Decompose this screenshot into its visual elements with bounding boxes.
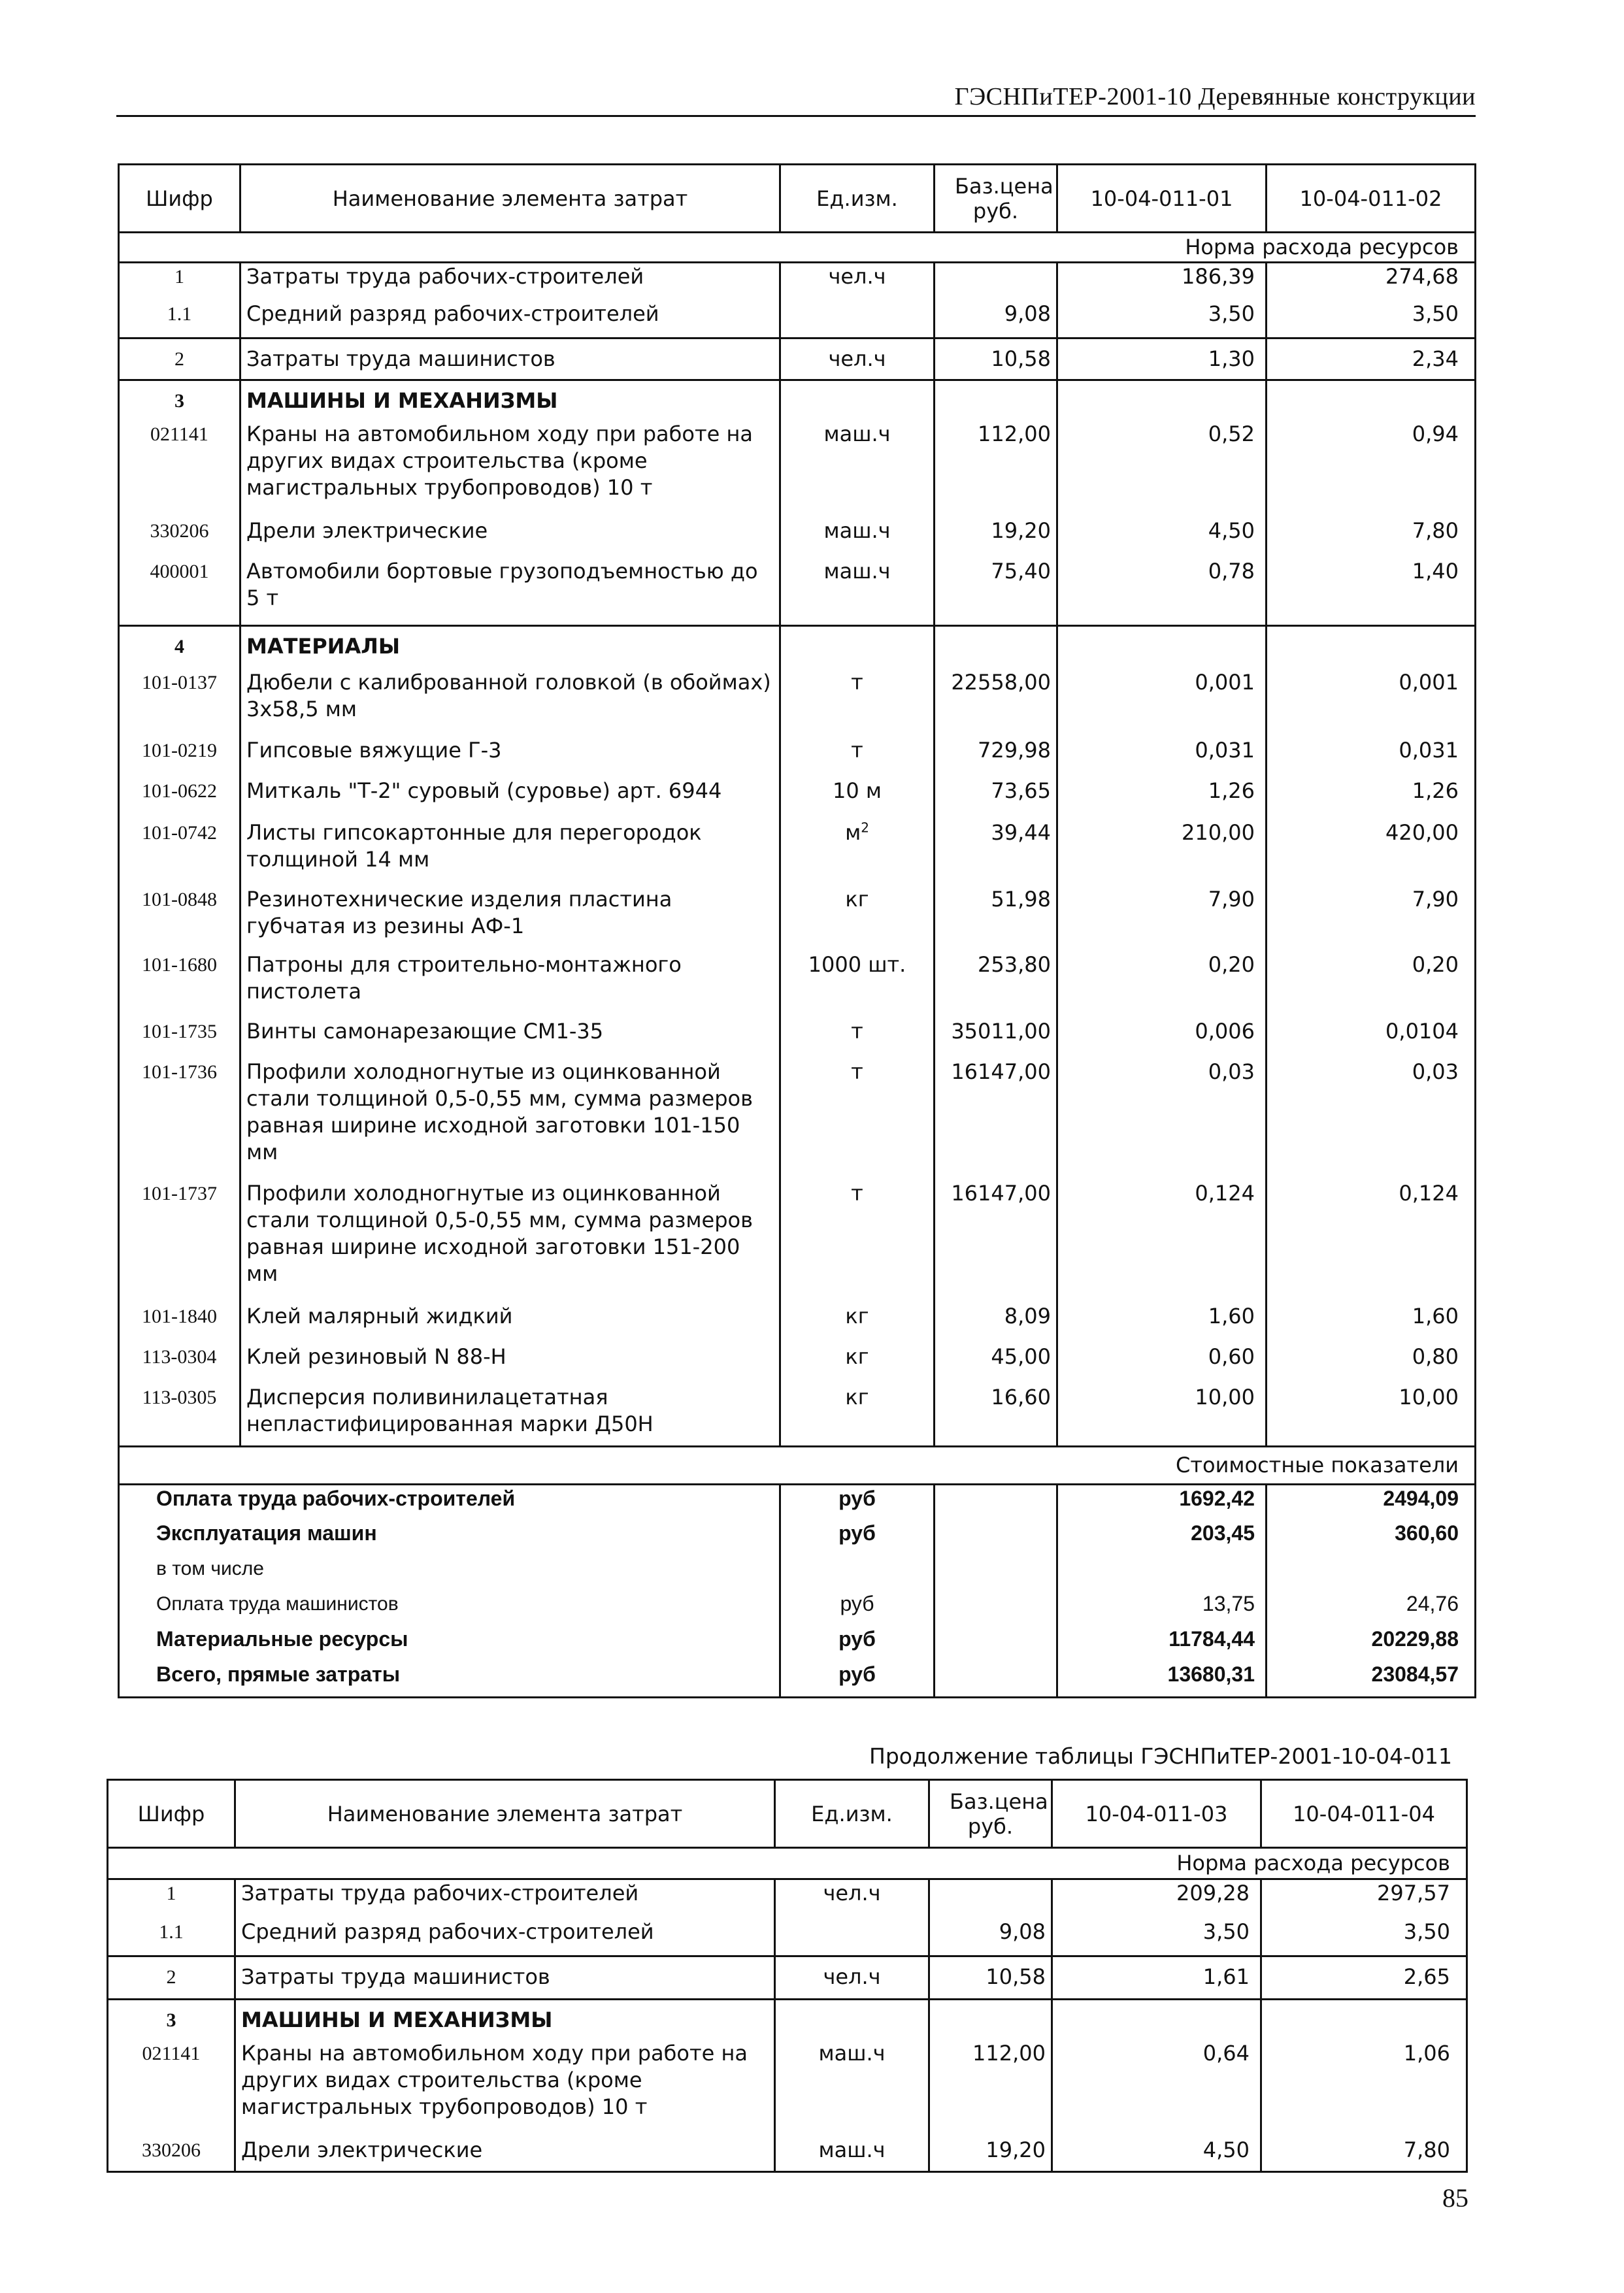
table-row: 101-1840 Клей малярный жидкий кг 8,09 1,60 1,60 xyxy=(119,1303,1476,1344)
section-row: 3 МАШИНЫ И МЕХАНИЗМЫ xyxy=(119,380,1476,421)
table-row: 101-0219 Гипсовые вяжущие Г-3 т 729,98 0,031 0,031 xyxy=(119,737,1476,778)
table-row: 101-1680 Патроны для строительно-монтажного пистолета 1000 шт. 253,80 0,20 0,20 xyxy=(119,951,1476,1018)
section-row: 3 МАШИНЫ И МЕХАНИЗМЫ xyxy=(108,2000,1467,2040)
table-row: 101-0848 Резинотехнические изделия пластина губчатая из резины АФ-1 кг 51,98 7,90 7,90 xyxy=(119,886,1476,951)
table-row: 021141 Краны на автомобильном ходу при работе на других видах строительства (кроме магистральных трубопроводов) 10 т маш.ч 112,00 0,52 0,94 xyxy=(119,421,1476,518)
table-row: 1 Затраты труда рабочих-строителей чел.ч 209,28 297,57 xyxy=(108,1879,1467,1919)
table-row: 330206 Дрели электрические маш.ч 19,20 4,50 7,80 xyxy=(108,2137,1467,2172)
resource-table-2 xyxy=(107,1779,1468,2173)
table-header-row xyxy=(119,165,1476,233)
col-header-code-02: 10-04-011-02 xyxy=(1267,165,1476,233)
cost-label-row xyxy=(119,1447,1476,1485)
col-header-code: Шифр xyxy=(119,165,240,233)
page-header xyxy=(116,82,1476,117)
col-header-price: Баз.цена руб. xyxy=(935,165,1057,233)
table-row: 101-1737 Профили холодногнутые из оцинкованной стали толщиной 0,5-0,55 мм, сумма размеров равная ширине исходной заготовки 151-200 мм т 16147,00 0,124 0,124 xyxy=(119,1180,1476,1303)
table-row: 101-0622 Миткаль "Т-2" суровый (суровье) арт. 6944 10 м 73,65 1,26 1,26 xyxy=(119,778,1476,819)
table-row: 1 Затраты труда рабочих-строителей чел.ч 186,39 274,68 xyxy=(119,263,1476,301)
summary-row: Всего, прямые затраты руб 13680,31 23084,57 xyxy=(119,1661,1476,1698)
table-row: 021141 Краны на автомобильном ходу при работе на других видах строительства (кроме магистральных трубопроводов) 10 т маш.ч 112,00 0,64 1,06 xyxy=(108,2040,1467,2137)
norm-label: Норма расхода ресурсов xyxy=(108,1848,1467,1879)
table-continuation-caption: Продолжение таблицы ГЭСНПиТЕР-2001-10-04-011 xyxy=(869,1743,1453,1769)
unit-m2: $м^2$ xyxy=(780,819,935,886)
col-header-unit: Ед.изм. xyxy=(775,1780,929,1848)
norm-label-row xyxy=(108,1848,1467,1879)
summary-row: Эксплуатация машин руб 203,45 360,60 xyxy=(119,1520,1476,1555)
table-row: 2 Затраты труда машинистов чел.ч 10,58 1,30 2,34 xyxy=(119,338,1476,380)
norm-label-row xyxy=(119,233,1476,263)
col-header-unit: Ед.изм. xyxy=(780,165,935,233)
col-header-code-04: 10-04-011-04 xyxy=(1261,1780,1467,1848)
header-title: ГЭСНПиТЕР-2001-10 Деревянные конструкции xyxy=(954,83,1476,110)
summary-row: в том числе xyxy=(119,1555,1476,1591)
table-row: 330206 Дрели электрические маш.ч 19,20 4,50 7,80 xyxy=(119,518,1476,558)
table-row: 101-0137 Дюбели с калиброванной головкой (в обоймах) 3х58,5 мм т 22558,00 0,001 0,001 xyxy=(119,669,1476,737)
col-header-code: Шифр xyxy=(108,1780,235,1848)
table-row: 1.1 Средний разряд рабочих-строителей 9,08 3,50 3,50 xyxy=(108,1919,1467,1956)
norm-label: Норма расхода ресурсов xyxy=(119,233,1476,263)
summary-row: Оплата труда машинистов руб 13,75 24,76 xyxy=(119,1591,1476,1626)
col-header-code-01: 10-04-011-01 xyxy=(1057,165,1267,233)
table-row: 101-1736 Профили холодногнутые из оцинкованной стали толщиной 0,5-0,55 мм, сумма размеров равная ширине исходной заготовки 101-150 мм т 16147,00 0,03 0,03 xyxy=(119,1059,1476,1180)
table-row: 1.1 Средний разряд рабочих-строителей 9,08 3,50 3,50 xyxy=(119,301,1476,338)
table-row: 2 Затраты труда машинистов чел.ч 10,58 1,61 2,65 xyxy=(108,1956,1467,2000)
cost-label: Стоимостные показатели xyxy=(119,1447,1476,1485)
col-header-code-03: 10-04-011-03 xyxy=(1052,1780,1261,1848)
col-header-name: Наименование элемента затрат xyxy=(235,1780,775,1848)
summary-row: Материальные ресурсы руб 11784,44 20229,88 xyxy=(119,1626,1476,1661)
table-header-row xyxy=(108,1780,1467,1848)
table-row: 113-0304 Клей резиновый N 88-Н кг 45,00 0,60 0,80 xyxy=(119,1344,1476,1384)
resource-table-1 xyxy=(118,163,1476,1698)
table-row: 113-0305 Дисперсия поливинилацетатная непластифицированная марки Д50Н кг 16,60 10,00 10,00 xyxy=(119,1384,1476,1447)
page-number: 85 xyxy=(1442,2183,1468,2213)
table-row: 400001 Автомобили бортовые грузоподъемностью до 5 т маш.ч 75,40 0,78 1,40 xyxy=(119,558,1476,626)
col-header-name: Наименование элемента затрат xyxy=(240,165,780,233)
summary-row: Оплата труда рабочих-строителей руб 1692,42 2494,09 xyxy=(119,1485,1476,1520)
table-row: 101-1735 Винты самонарезающие СМ1-35 т 35011,00 0,006 0,0104 xyxy=(119,1018,1476,1059)
table-row: 101-0742 Листы гипсокартонные для перегородок толщиной 14 мм $м^2$ 39,44 210,00 420,00 xyxy=(119,819,1476,886)
section-row: 4 МАТЕРИАЛЫ xyxy=(119,626,1476,669)
col-header-price: Баз.цена руб. xyxy=(929,1780,1052,1848)
